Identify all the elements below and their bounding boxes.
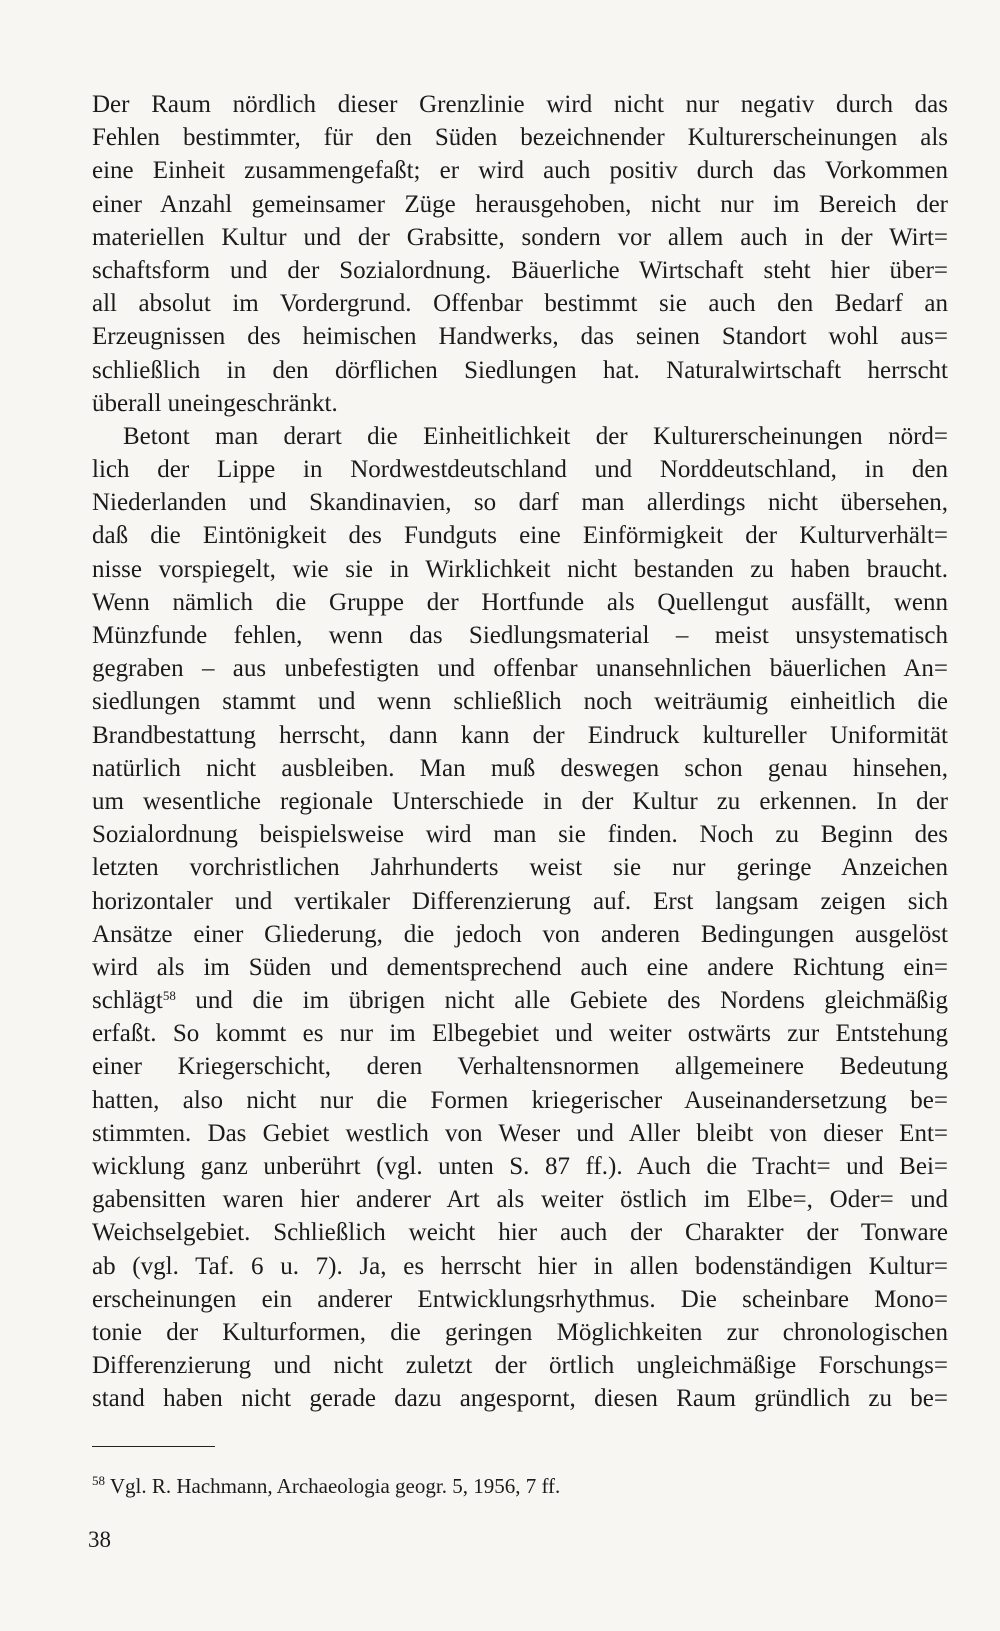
text-line: natürlich nicht ausbleiben. Man muß deswegen schon genau hinsehen, <box>92 754 948 782</box>
text-line: schaftsform und der Sozialordnung. Bäuerliche Wirtschaft steht hier über= <box>92 256 948 284</box>
text-line: Wenn nämlich die Gruppe der Hortfunde als Quellengut ausfällt, wenn <box>92 588 948 616</box>
text-line: Fehlen bestimmter, für den Süden bezeichnender Kulturerscheinungen als <box>92 124 948 152</box>
text-line: tonie der Kulturformen, die geringen Möglichkeiten zur chronologischen <box>92 1318 948 1346</box>
text-line: Erzeugnissen des heimischen Handwerks, das seinen Standort wohl aus= <box>92 323 948 351</box>
footnote-text: Vgl. R. Hachmann, Archaeologia geogr. 5, 1956, 7 ff. <box>105 1474 561 1498</box>
text-line: siedlungen stammt und wenn schließlich noch weiträumig einheitlich die <box>92 688 948 716</box>
text-line: daß die Eintönigkeit des Fundguts eine Einförmigkeit der Kulturverhält= <box>92 522 948 550</box>
text-line: materiellen Kultur und der Grabsitte, sondern vor allem auch in der Wirt= <box>92 223 948 251</box>
text-line: horizontaler und vertikaler Differenzierung auf. Erst langsam zeigen sich <box>92 887 948 915</box>
text-line: erfaßt. So kommt es nur im Elbegebiet und weiter ostwärts zur Entstehung <box>92 1020 948 1048</box>
text-line: Niederlanden und Skandinavien, so darf man allerdings nicht übersehen, <box>92 489 948 517</box>
text-line: erscheinungen ein anderer Entwicklungsrhythmus. Die scheinbare Mono= <box>92 1285 948 1313</box>
page-number: 38 <box>88 1527 111 1552</box>
body-text <box>92 88 948 1416</box>
text-fragment: schlägt <box>92 987 163 1015</box>
text-line: Brandbestattung herrscht, dann kann der Eindruck kultureller Uniformität <box>92 721 948 749</box>
text-line: stand haben nicht gerade dazu angespornt, diesen Raum gründlich zu be= <box>92 1385 948 1413</box>
text-line: um wesentliche regionale Unterschiede in der Kultur zu erkennen. In der <box>92 787 948 815</box>
footnote-number: 58 <box>92 1473 105 1488</box>
text-line: Differenzierung und nicht zuletzt der örtlich ungleichmäßige Forschungs= <box>92 1352 948 1380</box>
text-line: letzten vorchristlichen Jahrhunderts weist sie nur geringe Anzeichen <box>92 854 948 882</box>
text-line-paragraph-start: Betont man derart die Einheitlichkeit der Kulturerscheinungen nörd= <box>123 422 948 450</box>
footnote <box>92 1474 560 1498</box>
text-line: gabensitten waren hier anderer Art als weiter östlich im Elbe=, Oder= und <box>92 1186 948 1214</box>
text-line: Sozialordnung beispielsweise wird man sie finden. Noch zu Beginn des <box>92 821 948 849</box>
text-line: Ansätze einer Gliederung, die jedoch von anderen Bedingungen ausgelöst <box>92 920 948 948</box>
footnote-reference: 58 <box>162 988 176 1004</box>
text-fragment: und die im übrigen nicht alle Gebiete des Nordens gleichmäßig <box>175 987 948 1015</box>
text-line: lich der Lippe in Nordwestdeutschland und Norddeutschland, in den <box>92 456 948 484</box>
text-line: stimmten. Das Gebiet westlich von Weser und Aller bleibt von dieser Ent= <box>92 1119 948 1147</box>
text-line: hatten, also nicht nur die Formen kriegerischer Auseinandersetzung be= <box>92 1086 948 1114</box>
text-line: einer Kriegerschicht, deren Verhaltensnormen allgemeinere Bedeutung <box>92 1053 948 1081</box>
text-line: wicklung ganz unberührt (vgl. unten S. 87 ff.). Auch die Tracht= und Bei= <box>92 1153 948 1180</box>
text-line: schließlich in den dörflichen Siedlungen hat. Naturalwirtschaft herrscht <box>92 356 948 384</box>
text-line: gegraben – aus unbefestigten und offenbar unansehnlichen bäuerlichen An= <box>92 655 948 683</box>
text-line: einer Anzahl gemeinsamer Züge herausgehoben, nicht nur im Bereich der <box>92 190 948 218</box>
text-line: Münzfunde fehlen, wenn das Siedlungsmaterial – meist unsystematisch <box>92 622 948 649</box>
text-line: Der Raum nördlich dieser Grenzlinie wird nicht nur negativ durch das <box>92 91 948 118</box>
text-line-paragraph-end: überall uneingeschränkt. <box>92 389 338 417</box>
text-line: eine Einheit zusammengefaßt; er wird auch positiv durch das Vorkommen <box>92 157 948 185</box>
text-line: nisse vorspiegelt, wie sie in Wirklichkeit nicht bestanden zu haben braucht. <box>92 555 948 583</box>
footnote-separator <box>92 1446 215 1447</box>
text-line: Weichselgebiet. Schließlich weicht hier auch der Charakter der Tonware <box>92 1219 948 1247</box>
text-line: wird als im Süden und dementsprechend auch eine andere Richtung ein= <box>92 953 948 981</box>
text-line-with-footnote-ref <box>92 984 948 1017</box>
text-line: ab (vgl. Taf. 6 u. 7). Ja, es herrscht hier in allen bodenständigen Kultur= <box>92 1252 948 1280</box>
text-line: all absolut im Vordergrund. Offenbar bestimmt sie auch den Bedarf an <box>92 290 948 318</box>
